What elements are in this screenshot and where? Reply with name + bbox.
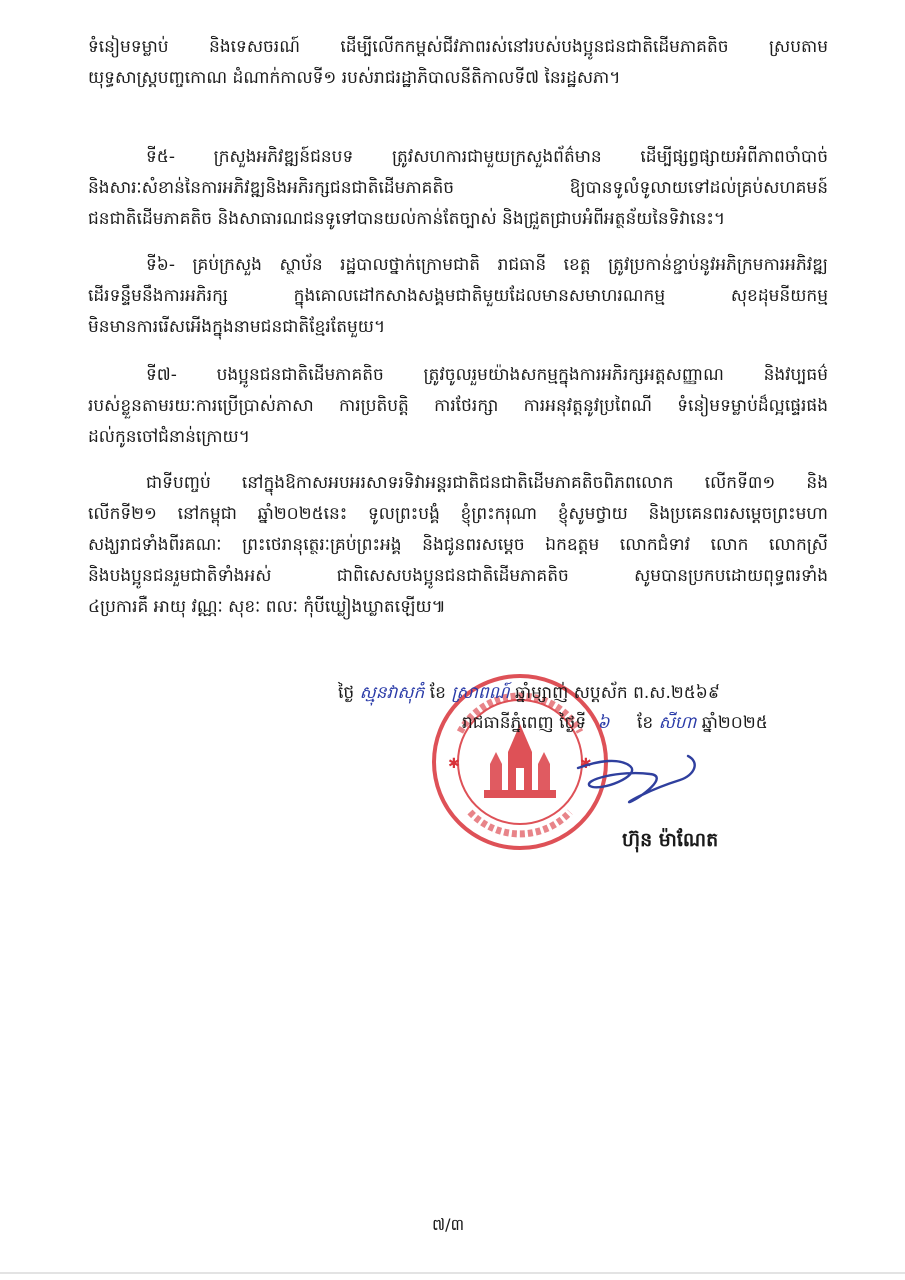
page-number: ៧/៣ (432, 1215, 465, 1234)
date-day-label: ថ្ងៃ (338, 683, 355, 703)
paragraph-closing (88, 468, 828, 623)
paragraph-article-6 (88, 250, 828, 343)
signer-name: ហ៊ុន ម៉ាណែត (622, 829, 719, 851)
text-line: របស់ខ្លួនតាមរយៈការប្រើប្រាស់ភាសា ការប្រតិបត្តិ ការថែរក្សា ការអនុវត្តនូវប្រពៃណី ទំនៀមទម្លាប់ដ៏ល្អផ្ទេរផង (88, 396, 828, 416)
svg-text:✱: ✱ (448, 756, 460, 772)
text-line: លើកទី២១ នៅកម្ពុជា ឆ្នាំ២០២៥នេះ ទូលព្រះបង្គំ ខ្ញុំព្រះករុណា ខ្ញុំសូមថ្វាយ និងប្រគេនពរសម្ដេចព្រះមហា (88, 504, 828, 524)
text-line: និងសារៈសំខាន់នៃការអភិវឌ្ឍនិងអភិរក្សជនជាតិដើមភាគតិច ឱ្យបានទូលំទូលាយទៅដល់គ្រប់សហគមន៍ (88, 178, 828, 198)
paragraph-article-5 (88, 142, 828, 235)
place-day-handwritten: ៦ (597, 713, 610, 733)
text-line: ដើរទន្ទឹមនឹងការអភិរក្ស ក្នុងគោលដៅកសាងសង្គមជាតិមួយដែលមានសមាហរណកម្ម សុខដុមនីយកម្ម (88, 286, 828, 306)
date-month-handwritten: ស្រាពណ៍ (451, 683, 510, 703)
place-month-handwritten: សីហា (658, 713, 697, 733)
date-month-label: ខែ (429, 683, 446, 703)
text-line: ទី៧- បងប្អូនជនជាតិដើមភាគតិច ត្រូវចូលរួមយ៉ាងសកម្មក្នុងការអភិរក្សអត្តសញ្ញាណ និងវប្បធម៌ (146, 365, 828, 385)
text-line: ទំនៀមទម្លាប់ និងទេសចរណ៍ ដើម្បីលើកកម្ពស់ជីវភាពរស់នៅរបស់បងប្អូនជនជាតិដើមភាគតិច ស្របតាម (88, 37, 828, 57)
place-text: រាជធានីភ្នំពេញ ថ្ងៃទី (462, 713, 587, 733)
text-line: ជាទីបញ្ចប់ នៅក្នុងឱកាសអបអរសាទរទិវាអន្តរជាតិជនជាតិដើមភាគតិចពិភពលោក លើកទី៣១ និង (146, 473, 828, 493)
date-day-handwritten: ស្មុនវាសុកំ (359, 683, 425, 703)
text-line: និងបងប្អូនជនរួមជាតិទាំងអស់ ជាពិសេសបងប្អូនជនជាតិដើមភាគតិច សូមបានប្រកបដោយពុទ្ធពរទាំង (88, 566, 828, 586)
place-year-text: ឆ្នាំ២០២៥ (701, 713, 768, 733)
date-year-text: ឆ្នាំម្សាញ់ សប្តស័ក ព.ស.២៥៦៩ (514, 683, 720, 703)
text-line: ដល់កូនចៅជំនាន់ក្រោយ។ (88, 427, 250, 447)
text-line: ជនជាតិដើមភាគតិច និងសាធារណជនទូទៅបានយល់កាន់តែច្បាស់ និងជ្រួតជ្រាបអំពីអត្ថន័យនៃទិវានេះ។ (88, 209, 726, 229)
paragraph-article-7 (88, 360, 828, 453)
text-line: មិនមានការរើសអើងក្នុងនាមជនជាតិខ្មែរតែមួយ។ (88, 317, 386, 337)
text-line: យុទ្ធសាស្ត្របញ្ចកោណ ដំណាក់កាលទី១ របស់រាជរដ្ឋាភិបាលនីតិកាលទី៧ នៃរដ្ឋសភា។ (88, 68, 621, 88)
paragraph-continuation (88, 32, 828, 94)
svg-text:✱: ✱ (580, 756, 592, 772)
text-line: ទី៦- គ្រប់ក្រសួង ស្ថាប័ន រដ្ឋបាលថ្នាក់ក្រោមជាតិ រាជធានី ខេត្ត ត្រូវប្រកាន់ខ្ជាប់នូវអភិក្រមការអភិវឌ្ឍ (146, 255, 828, 275)
solar-date-line (462, 712, 768, 737)
lunar-date-line (338, 682, 720, 707)
text-line: ៤ប្រការគឺ អាយុ វណ្ណៈ សុខៈ ពលៈ កុំបីឃ្លៀងឃ្លាតឡើយ៕ (88, 597, 446, 617)
signature-icon (560, 740, 710, 820)
text-line: សង្ឃរាជទាំងពីរគណៈ ព្រះថេរានុត្ថេរៈគ្រប់ព្រះអង្គ និងជូនពរសម្ដេច ឯកឧត្ដម លោកជំទាវ លោក លោកស្រី (88, 535, 828, 555)
bottom-divider (0, 1272, 905, 1274)
text-line: ទី៥- ក្រសួងអភិវឌ្ឍន៍ជនបទ ត្រូវសហការជាមួយក្រសួងព័ត៌មាន ដើម្បីផ្សព្វផ្សាយអំពីភាពចាំបាច់ (146, 147, 828, 167)
place-month-label: ខែ (636, 713, 654, 733)
